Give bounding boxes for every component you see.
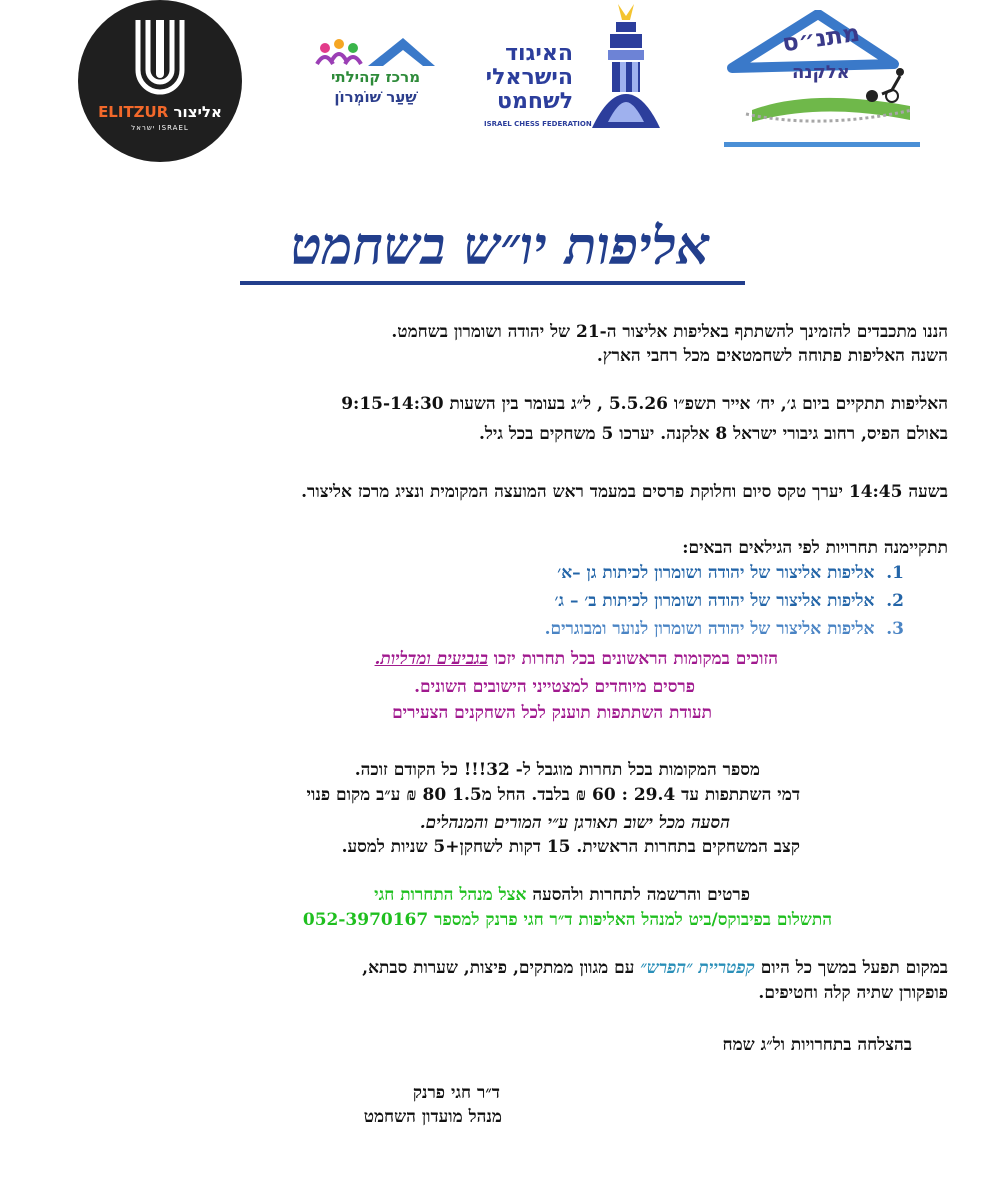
- prizes-line-1-prefix: הזוכים במקומות הראשונים בכל תחרות יזכו: [487, 649, 778, 669]
- elitzur-logo: [78, 0, 242, 162]
- registration-line-2: דמי השתתפות עד 29.4 : 60 ₪ בלבד. החל מ1.5 80 ₪ ע״ב מקום פנוי: [306, 785, 800, 805]
- federation-english-name: ISRAEL CHESS FEDERATION: [484, 120, 592, 128]
- registration-line-4: קצב המשחקים בתחרות הראשית. 15 דקות לשחקן+5 שניות למסע.: [341, 837, 800, 857]
- registration-line-1: מספר המקומות בכל תחרות מוגבל ל- 32!!! כל הקודם זוכה.: [354, 760, 760, 780]
- contact-organizer: אצל מנהל התחרות חגי: [374, 885, 527, 905]
- community-center-name: מרכז קהילתי: [330, 68, 421, 86]
- prizes-line-1: [375, 648, 778, 670]
- elitzur-emblem-icon: [132, 20, 188, 106]
- cafeteria-line-1: [362, 957, 948, 979]
- prizes-line-3: תעודת השתתפות תוענק לכל השחקנים הצעירים: [392, 703, 712, 723]
- category-text-2: אליפות אליצור של יהודה ושומרון לכיתות ב׳ – ג׳: [554, 591, 875, 611]
- category-number-2: 2.: [886, 591, 904, 611]
- matnas-underline: [724, 142, 920, 147]
- cafeteria-line-2: פופקורן שתיה קלה וחטיפים.: [758, 983, 948, 1003]
- schedule-line-2: באולם הפיס, רחוב גיבורי ישראל 8 אלקנה. יערכו 5 משחקים בכל גיל.: [478, 424, 948, 444]
- contact-line-1: [374, 884, 750, 906]
- contact-line-2: התשלום בפיבוקס/ביט למנהל האליפות ד״ר חגי פרנק למספר 052-3970167: [302, 910, 832, 930]
- cafeteria-suffix: עם מגוון ממתקים, פיצות, שערות סבתא,: [362, 958, 641, 978]
- community-center-house-icon: [313, 36, 438, 70]
- contact-line-1-prefix: פרטים והרשמה לתחרות ולהסעה: [526, 885, 750, 905]
- signature-name: ד״ר חגי פרנק: [412, 1083, 500, 1103]
- category-item-2: [554, 590, 904, 612]
- federation-line1: האיגוד: [505, 41, 573, 66]
- closing-line: בהצלחה בתחרויות ול״ג שמח: [722, 1035, 912, 1055]
- intro-line-1: הננו מתכבדים להזמינך להשתתף באליפות אליצור ה-21 של יהודה ושומרון בשחמט.: [391, 322, 948, 342]
- category-item-1: [557, 562, 904, 584]
- matnas-name: מתנ״ס: [780, 18, 862, 58]
- elitzur-wordmark: ELITZUR אליצור: [98, 103, 222, 121]
- chess-king-icon: [578, 2, 674, 134]
- ceremony-line: בשעה 14:45 יערך טקס סיום וחלוקת פרסים במעמד ראש המועצה המקומית ונציג מרכז אליצור.: [301, 482, 948, 502]
- intro-line-2: השנה האליפות פתוחה לשחמטאים מכל רחבי הארץ.: [596, 346, 948, 366]
- title-underline: [240, 281, 745, 285]
- cafeteria-name: קפטריית ״הפרש״: [640, 958, 755, 978]
- cafeteria-prefix: במקום תפעל במשך כל היום: [754, 958, 948, 978]
- federation-line2: הישראלי: [485, 65, 573, 90]
- category-number-3: 3.: [886, 619, 904, 639]
- community-center-place: שַׁעַר שׁוֹמְרוֹן: [334, 88, 417, 106]
- categories-heading: תתקיימנה תחרויות לפי הגילאים הבאים:: [682, 538, 948, 558]
- elitzur-subtitle: ISRAEL ישראל: [131, 124, 189, 132]
- schedule-line-1: האליפות תתקיים ביום ג׳, יח׳ אייר תשפ״ו 5.5.26 , ל״ג בעומר בין השעות 9:15-14:30: [341, 394, 948, 414]
- category-item-3: [545, 618, 904, 640]
- prizes-trophies: בגביעים ומדליות.: [374, 649, 488, 669]
- community-center-logo: [313, 36, 438, 116]
- category-number-1: 1.: [886, 563, 904, 583]
- matnas-place: אלקנה: [792, 62, 850, 83]
- signature-role: מנהל מועדון השחמט: [363, 1107, 502, 1127]
- category-text-1: אליפות אליצור של יהודה ושומרון לכיתות גן –א׳: [557, 563, 875, 583]
- matnas-elkana-logo: [722, 10, 922, 150]
- federation-line3: לשחמט: [497, 89, 573, 114]
- category-text-3: אליפות אליצור של יהודה ושומרון לנוער ומבוגרים.: [544, 619, 875, 639]
- prizes-line-2: פרסים מיוחדים למצטייני הישובים השונים.: [414, 677, 695, 697]
- page-title: אליפות יו״ש בשחמט: [290, 216, 710, 277]
- registration-line-3: הסעה מכל ישוב תאורגן ע״י המורים והמנהלים.: [419, 813, 730, 833]
- chess-federation-logo: [480, 0, 685, 140]
